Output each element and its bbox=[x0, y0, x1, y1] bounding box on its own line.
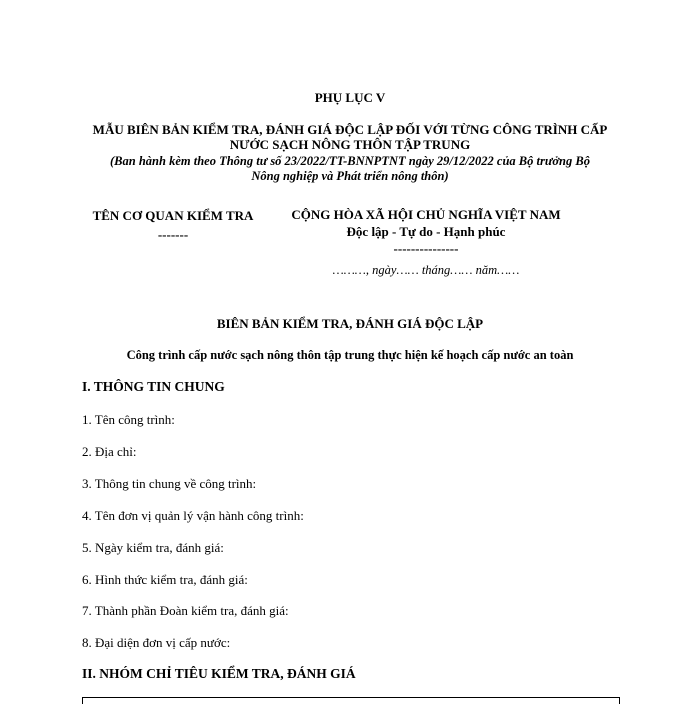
field-general-info: 3. Thông tin chung về công trình: bbox=[82, 476, 257, 491]
appendix-title: PHỤ LỤC V bbox=[314, 90, 386, 105]
report-subtitle: Công trình cấp nước sạch nông thôn tập trung thực hiện kế hoạch cấp nước an toàn bbox=[126, 348, 574, 362]
form-title-line-1: MẪU BIÊN BẢN KIỂM TRA, ĐÁNH GIÁ ĐỘC LẬP ĐỐI VỚI TỪNG CÔNG TRÌNH CẤP bbox=[92, 122, 608, 137]
criteria-table-top-border bbox=[82, 697, 620, 704]
agency-name: TÊN CƠ QUAN KIỂM TRA bbox=[92, 208, 254, 223]
agency-divider: ------- bbox=[157, 227, 189, 242]
republic-block bbox=[272, 206, 580, 257]
republic-divider: --------------- bbox=[393, 241, 459, 256]
republic-name: CỘNG HÒA XÃ HỘI CHỦ NGHĨA VIỆT NAM bbox=[291, 207, 561, 222]
issued-note-line-1: (Ban hành kèm theo Thông tư số 23/2022/TT-BNNPTNT ngày 29/12/2022 của Bộ trưởng Bộ bbox=[110, 154, 590, 168]
republic-motto: Độc lập - Tự do - Hạnh phúc bbox=[346, 224, 506, 239]
form-title bbox=[80, 122, 620, 152]
field-inspection-date: 5. Ngày kiểm tra, đánh giá: bbox=[82, 540, 224, 555]
agency-block bbox=[82, 206, 264, 244]
report-title: BIÊN BẢN KIỂM TRA, ĐÁNH GIÁ ĐỘC LẬP bbox=[216, 316, 484, 331]
section-heading-criteria: II. NHÓM CHỈ TIÊU KIỂM TRA, ĐÁNH GIÁ bbox=[82, 666, 356, 681]
field-inspection-form: 6. Hình thức kiểm tra, đánh giá: bbox=[82, 572, 248, 587]
field-address: 2. Địa chỉ: bbox=[82, 444, 137, 459]
section-heading-general-info: I. THÔNG TIN CHUNG bbox=[82, 379, 225, 394]
field-water-supplier-representative: 8. Đại diện đơn vị cấp nước: bbox=[82, 635, 231, 650]
field-inspection-team: 7. Thành phần Đoàn kiểm tra, đánh giá: bbox=[82, 603, 289, 618]
field-project-name: 1. Tên công trình: bbox=[82, 412, 175, 427]
field-operator-name: 4. Tên đơn vị quản lý vận hành công trình: bbox=[82, 508, 304, 523]
date-line: ………, ngày…… tháng…… năm…… bbox=[332, 263, 520, 277]
issued-note-line-2: Nông nghiệp và Phát triển nông thôn) bbox=[251, 169, 449, 183]
form-title-line-2: NƯỚC SẠCH NÔNG THÔN TẬP TRUNG bbox=[229, 137, 471, 152]
issued-note bbox=[90, 154, 610, 184]
